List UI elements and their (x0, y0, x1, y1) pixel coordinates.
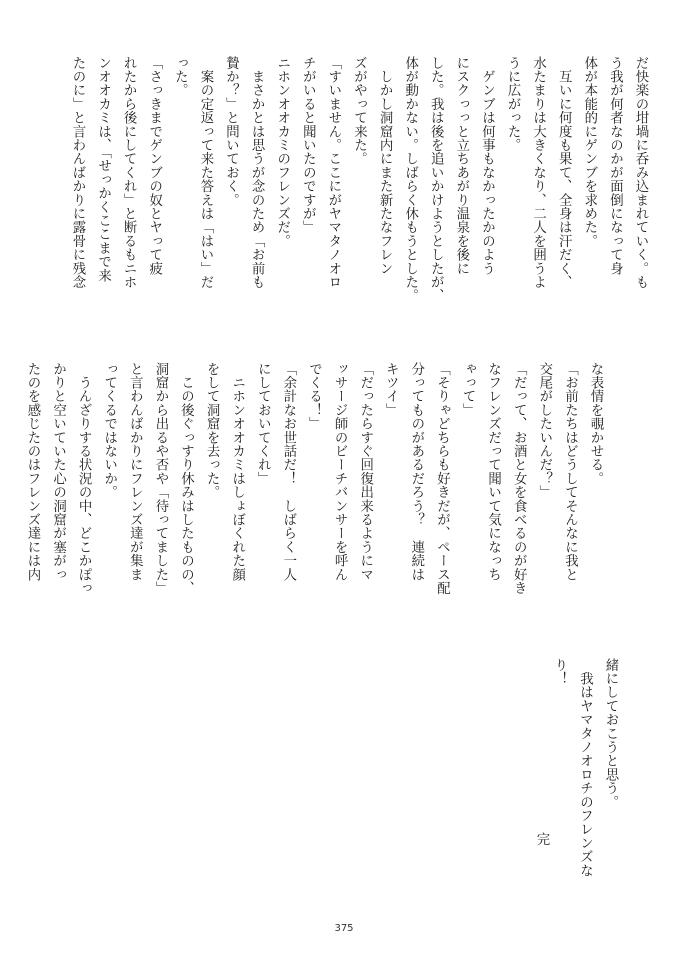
text-line: しかし洞窟内にまた新たなフレン (377, 56, 393, 276)
text-block-upper (64, 56, 653, 303)
text-line: 交尾がしたいんだ？」 (536, 362, 552, 499)
text-line: だ快楽の坩堝に呑み込まれていく。も (633, 56, 648, 289)
text-line: 「さっきまでゲンブの奴とヤって疲 (146, 56, 162, 276)
text-line: 互いに何度も果て、全身は汗だく、 (556, 56, 572, 289)
text-line: ズがやって来た。 (351, 56, 367, 166)
text-line: 「すいません。ここにがヤマタノオロ (325, 56, 341, 289)
text-line: 「だって、お酒と女を食べるのが好き (511, 362, 527, 595)
text-block-lower-left (546, 658, 623, 877)
text-line: チがいると聞いたのですが」 (300, 56, 316, 235)
text-line: 分ってものがあるだろう？ 連続は (408, 362, 424, 582)
text-line: な表情を覗かせる。 (588, 362, 603, 486)
text-line: この後ぐっすり休みはしたものの、 (178, 362, 194, 595)
text-line: と言わんばかりにフレンズ達が集ま (127, 362, 143, 582)
text-line: うに広がった。 (505, 56, 521, 152)
text-line: をして洞窟を去った。 (204, 362, 220, 499)
text-line: にしておいてくれ」 (255, 362, 271, 486)
text-line: れたから後にしてくれ」と断るもニホ (121, 56, 137, 289)
text-line: 緒にしておこうと思う。 (603, 658, 618, 809)
text-line: 洞窟から出るや否や「待ってました」 (152, 362, 168, 595)
text-line: なフレンズだって聞いて気になっち (485, 362, 501, 582)
text-line: う我が何者なのかが面倒になって身 (607, 56, 623, 276)
text-line: たのを感じたのはフレンズ達には内 (24, 362, 40, 582)
text-line: った。 (172, 56, 188, 98)
text-line: 案の定返って来た答えは「はい」だ (197, 56, 213, 289)
text-line: 我はヤマタノオロチのフレンズな (577, 658, 593, 878)
text-line: 体が本能的にゲンブを求めた。 (581, 56, 597, 248)
text-line: ゲンブは何事もなかったかのよう (479, 56, 495, 276)
text-line: 「だったらすぐ回復出来るようにマ (357, 362, 373, 582)
text-line: ゃって」 (460, 362, 476, 417)
text-line: ニホンオオカミはしょぼくれた顔 (229, 362, 245, 582)
text-block-lower-right (19, 362, 608, 595)
text-line: ッサージ師のビーチバンサーを呼ん (332, 362, 348, 582)
text-line: ニホンオオカミのフレンズだ。 (274, 56, 290, 248)
text-line: にスクっっと立ちあがり温泉を後に (453, 56, 469, 276)
text-line: でくる！」 (306, 362, 322, 431)
text-line: 「余計なお世話だ！ しばらく一人 (280, 362, 296, 582)
end-mark: 完 (534, 832, 549, 846)
text-line: ンオオカミは、「せっかくここまで来 (95, 56, 111, 283)
text-line: ってくるではないか。 (101, 362, 117, 499)
text-line: かりと空いていた心の洞窟が塞がっ (50, 362, 66, 582)
text-line: 贄か？」と問いておく。 (223, 56, 239, 207)
page-number: 375 (334, 923, 354, 934)
text-line: うんざりする状況の中、どこかぽっ (76, 362, 92, 595)
text-line: キツイ」 (383, 362, 399, 417)
text-line: 「お前たちはどうしてそんなに我と (562, 362, 578, 582)
text-line: 「そりゃどちらも好きだが、ペース配 (434, 362, 450, 595)
text-line: 水たまりは大きくなり、二人を囲うよ (530, 56, 546, 289)
text-line: り！ (551, 658, 567, 686)
text-line: した。我は後を追いかけようとしたが、 (428, 56, 444, 303)
text-line: 体が動かない。しばらく休もうとした。 (402, 56, 418, 303)
text-line: まさかとは思うが念のため「お前も (249, 56, 265, 289)
text-line: たのに」と言わんばかりに露骨に残念 (69, 56, 85, 289)
